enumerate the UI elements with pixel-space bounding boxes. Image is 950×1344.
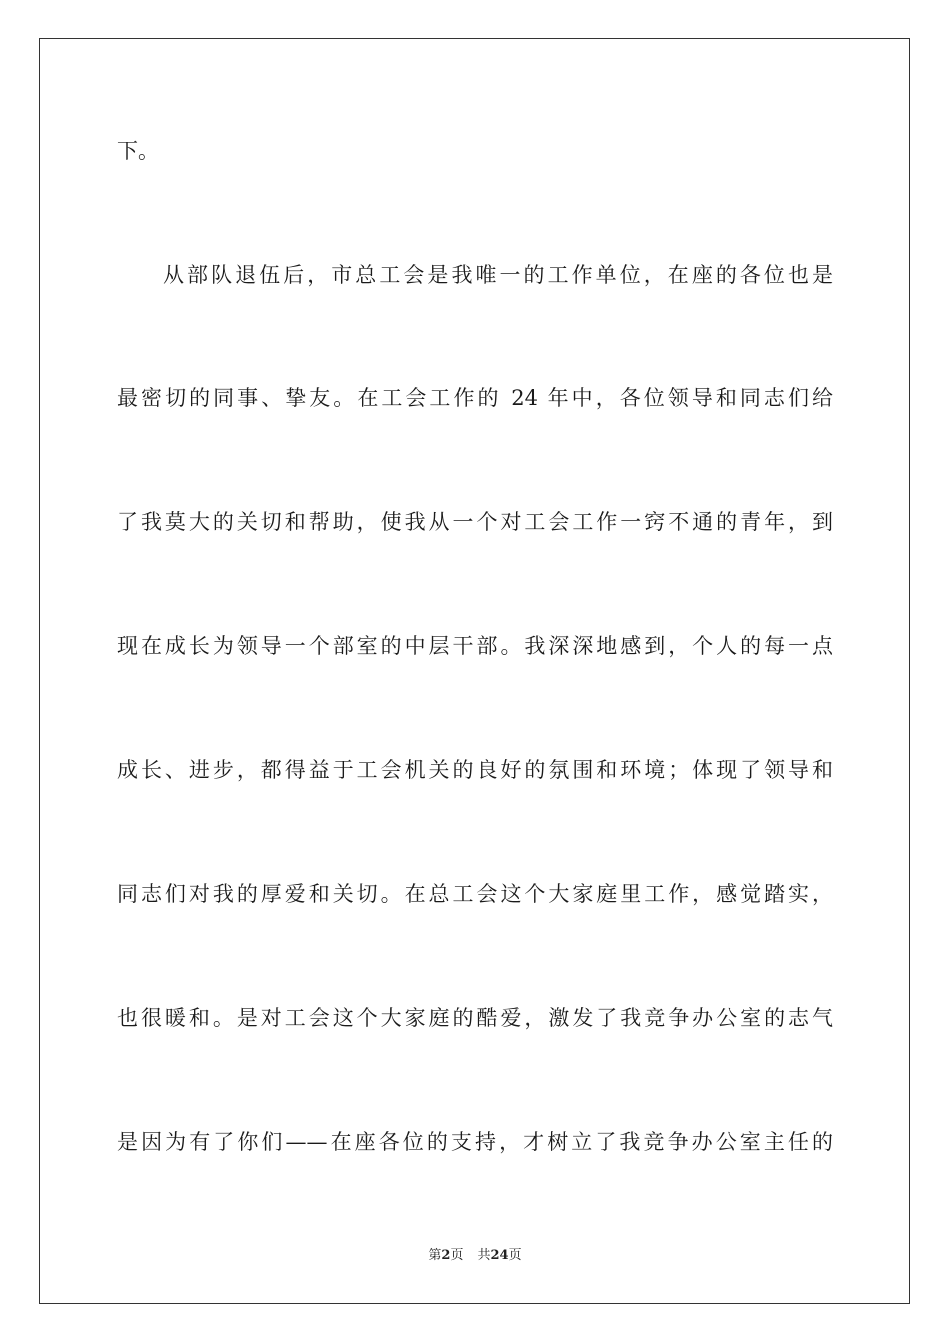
text-line-3: 最密切的同事、挚友。在工会工作的 24 年中，各位领导和同志们给 (117, 386, 833, 410)
text-line-9: 是因为有了你们——在座各位的支持，才树立了我竞争办公室主任的 (117, 1130, 833, 1154)
text-line-5: 现在成长为领导一个部室的中层干部。我深深地感到，个人的每一点 (117, 634, 833, 658)
page-prefix: 第 (428, 1248, 442, 1263)
text-line-4: 了我莫大的关切和帮助，使我从一个对工会工作一窍不通的青年，到 (117, 510, 833, 534)
text-line-7: 同志们对我的厚爱和关切。在总工会这个大家庭里工作，感觉踏实， (117, 882, 833, 906)
total-pages: 24 (490, 1248, 509, 1263)
text-line-1: 下。 (117, 139, 159, 163)
page-border (39, 38, 910, 1304)
total-prefix: 共 (477, 1248, 491, 1263)
paragraph-start-line: 从部队退伍后，市总工会是我唯一的工作单位，在座的各位也是 (163, 263, 833, 287)
page-footer (0, 1247, 950, 1265)
total-suffix: 页 (508, 1248, 522, 1263)
page-number: 2 (441, 1248, 451, 1263)
text-line-8: 也很暖和。是对工会这个大家庭的酷爱，激发了我竞争办公室的志气 (117, 1006, 833, 1030)
text-line-6: 成长、进步，都得益于工会机关的良好的氛围和环境；体现了领导和 (117, 758, 833, 782)
page-suffix: 页 (450, 1248, 464, 1263)
